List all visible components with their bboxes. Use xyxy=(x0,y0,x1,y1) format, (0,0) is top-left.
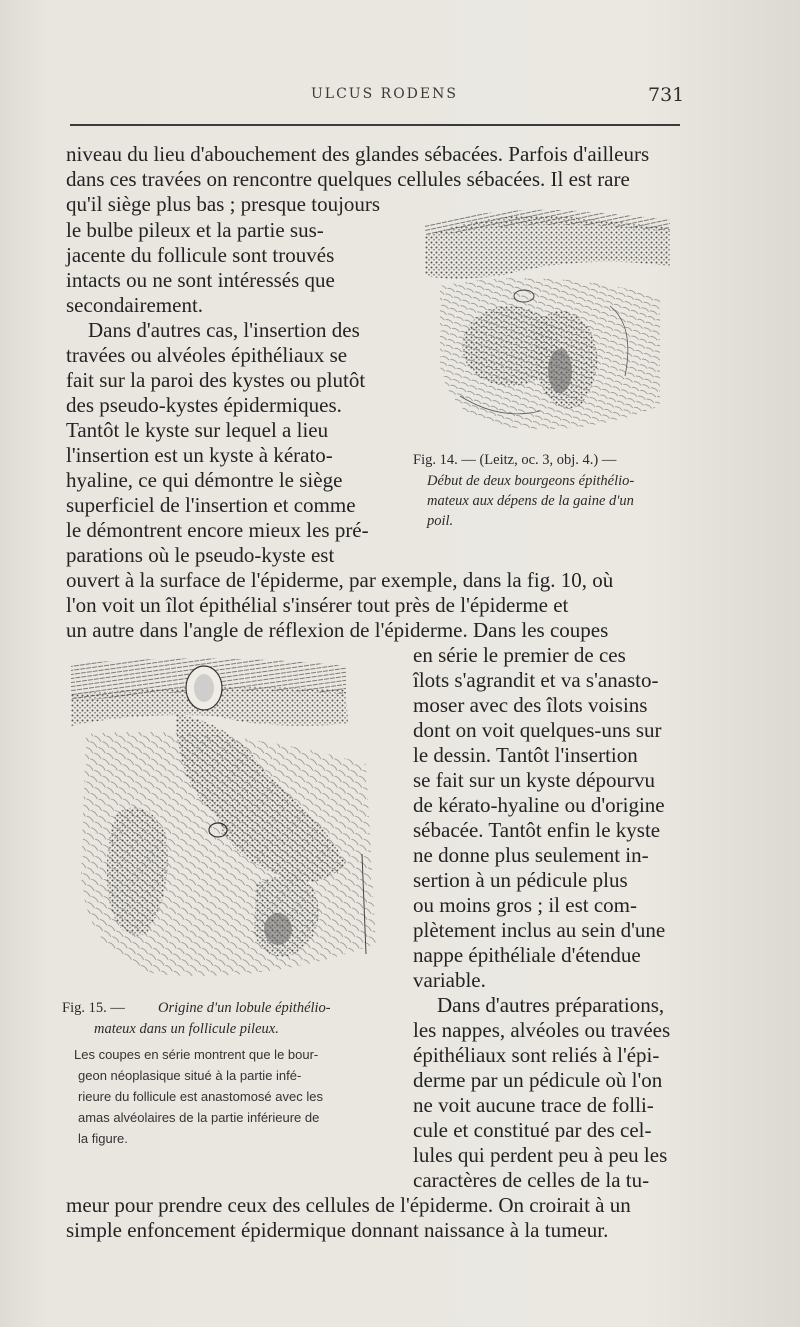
body-line: lules qui perdent peu à peu les xyxy=(413,1143,668,1167)
figure-15-description: rieure du follicule est anastomosé avec les xyxy=(78,1089,323,1104)
figure-15-description: la figure. xyxy=(78,1131,128,1146)
body-line: îlots s'agrandit et va s'anasto- xyxy=(413,668,659,692)
figure-14-caption-label: Fig. 14. — (Leitz, oc. 3, obj. 4.) — xyxy=(413,452,617,468)
body-line: moser avec des îlots voisins xyxy=(413,693,648,717)
body-line: hyaline, ce qui démontre le siège xyxy=(66,468,343,492)
body-line: dans ces travées on rencontre quelques cellules sébacées. Il est rare xyxy=(66,167,630,191)
body-line: ne donne plus seulement in- xyxy=(413,843,649,867)
body-line: des pseudo-kystes épidermiques. xyxy=(66,393,342,417)
body-line: les nappes, alvéoles ou travées xyxy=(413,1018,671,1042)
body-line: sertion à un pédicule plus xyxy=(413,868,628,892)
body-line: meur pour prendre ceux des cellules de l'épiderme. On croirait à un xyxy=(66,1193,631,1217)
body-line: ne voit aucune trace de folli- xyxy=(413,1093,654,1117)
body-line: épithéliaux sont reliés à l'épi- xyxy=(413,1043,660,1067)
body-line: nappe épithéliale d'étendue xyxy=(413,943,641,967)
body-line: secondairement. xyxy=(66,293,204,317)
body-line: simple enfoncement épidermique donnant naissance à la tumeur. xyxy=(66,1218,609,1242)
body-line: plètement inclus au sein d'une xyxy=(413,918,666,942)
figure-14-caption-italic: Début de deux bourgeons épithélio- xyxy=(427,473,635,489)
body-line: qu'il siège plus bas ; presque toujours xyxy=(66,192,381,216)
figure-15-caption-italic: mateux dans un follicule pileux. xyxy=(94,1021,279,1037)
body-line: niveau du lieu d'abouchement des glandes sébacées. Parfois d'ailleurs xyxy=(66,142,650,166)
body-line: variable. xyxy=(413,968,486,992)
body-line: cule et constitué par des cel- xyxy=(413,1118,652,1142)
body-line: intacts ou ne sont intéressés que xyxy=(66,268,335,292)
header-rule xyxy=(70,124,680,126)
figure-15-caption-label: Fig. 15. — xyxy=(62,1000,125,1016)
figure-15-description: Les coupes en série montrent que le bour- xyxy=(74,1047,319,1062)
figure-15-description: geon néoplasique situé à la partie infé- xyxy=(78,1068,302,1083)
body-line: travées ou alvéoles épithéliaux se xyxy=(66,343,348,367)
body-line: Tantôt le kyste sur lequel a lieu xyxy=(66,418,329,442)
body-line: fait sur la paroi des kystes ou plutôt xyxy=(66,368,366,392)
figure-15-illustration xyxy=(66,654,386,988)
body-line: l'insertion est un kyste à kérato- xyxy=(66,443,333,467)
body-line: le démontrent encore mieux les pré- xyxy=(66,518,369,542)
body-line: ouvert à la surface de l'épiderme, par exemple, dans la fig. 10, où xyxy=(66,568,614,592)
body-line: sébacée. Tantôt enfin le kyste xyxy=(413,818,661,842)
body-line: caractères de celles de la tu- xyxy=(413,1168,650,1192)
body-line: en série le premier de ces xyxy=(413,643,626,667)
body-line: le bulbe pileux et la partie sus- xyxy=(66,218,324,242)
figure-14-illustration xyxy=(420,206,676,440)
figure-15-caption-italic: Origine d'un lobule épithélio- xyxy=(158,1000,331,1016)
body-line: de kérato-hyaline ou d'origine xyxy=(413,793,665,817)
body-line: un autre dans l'angle de réflexion de l'épiderme. Dans les coupes xyxy=(66,618,609,642)
body-line: l'on voit un îlot épithélial s'insérer tout près de l'épiderme et xyxy=(66,593,569,617)
body-line: Dans d'autres cas, l'insertion des xyxy=(88,318,360,342)
body-line: ou moins gros ; il est com- xyxy=(413,893,637,917)
running-title: ULCUS RODENS xyxy=(311,86,458,102)
figure-15-description: amas alvéolaires de la partie inférieure de xyxy=(78,1110,320,1125)
figure-14-caption-italic: poil. xyxy=(427,513,454,529)
body-line: le dessin. Tantôt l'insertion xyxy=(413,743,638,767)
page-number: 731 xyxy=(648,84,685,106)
body-line: derme par un pédicule où l'on xyxy=(413,1068,663,1092)
body-line: superficiel de l'insertion et comme xyxy=(66,493,356,517)
body-line: parations où le pseudo-kyste est xyxy=(66,543,335,567)
body-line: jacente du follicule sont trouvés xyxy=(66,243,335,267)
body-line: se fait sur un kyste dépourvu xyxy=(413,768,656,792)
body-line: Dans d'autres préparations, xyxy=(437,993,665,1017)
body-line: dont on voit quelques-uns sur xyxy=(413,718,662,742)
figure-14-caption-italic: mateux aux dépens de la gaine d'un xyxy=(427,493,634,509)
